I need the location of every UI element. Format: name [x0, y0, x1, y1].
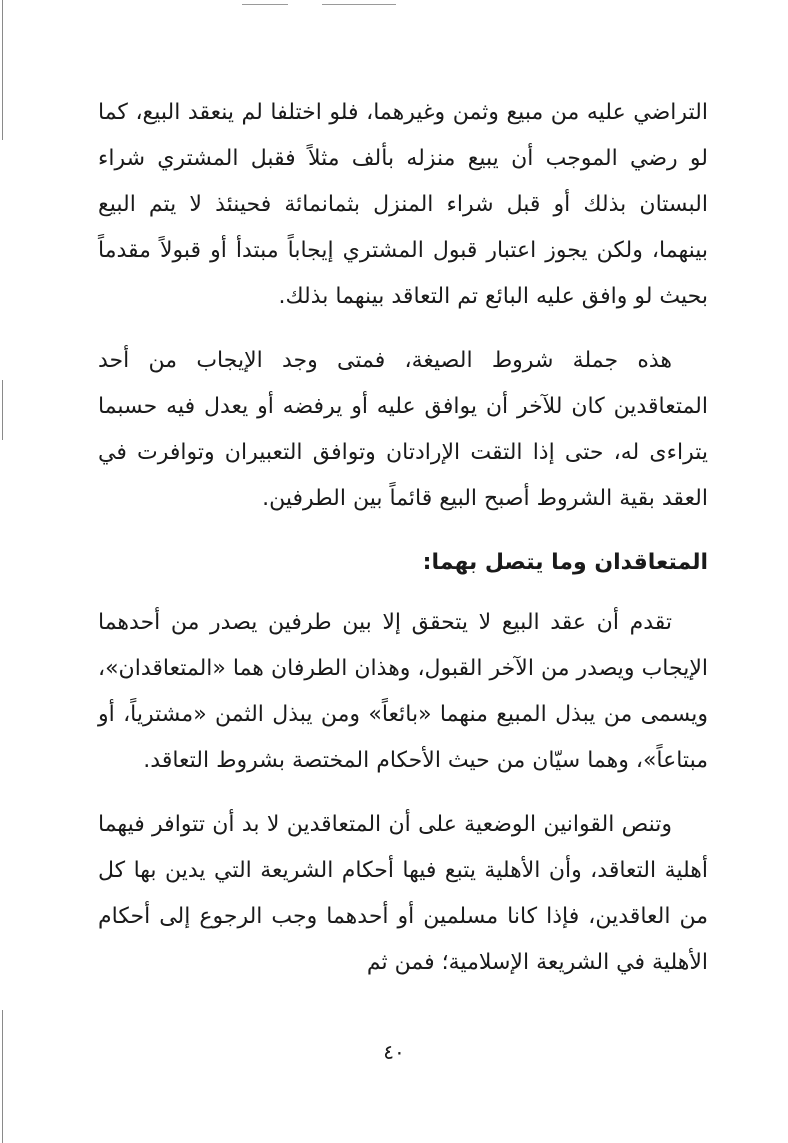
scan-top-rule	[322, 4, 396, 5]
paragraph-contracting-parties: تقدم أن عقد البيع لا يتحقق إلا بين طرفين يصدر من أحدهما الإيجاب ويصدر من الآخر القبول، وهذان الطرفان هما «المتعاقدان»، ويسمى من يبذل المبيع منهما «بائعاً» ومن يبذل الثمن «مشترياً، أو مبتاعاً»، وهما سيّان من حيث الأحكام المختصة بشروط التعاقد.	[98, 610, 708, 773]
page-number: ٤٠	[383, 1040, 405, 1064]
paragraph-continuation: التراضي عليه من مبيع وثمن وغيرهما، فلو اختلفا لم ينعقد البيع، كما لو رضي الموجب أن يبيع منزله بألف مثلاً فقبل المشتري شراء البستان بذلك أو قبل شراء المنزل بثمانمائة فحينئذ لا يتم البيع بينهما، ولكن يجوز اعتبار قبول المشتري إيجاباً مبتدأ أو قبولاً مقدماً بحيث لو وافق عليه البائع تم التعاقد بينهما بذلك.	[98, 100, 708, 309]
paragraph-positive-law: وتنص القوانين الوضعية على أن المتعاقدين لا بد أن تتوافر فيهما أهلية التعاقد، وأن الأهلية يتبع فيها أحكام الشريعة التي يدين بها كل من العاقدين، فإذا كانا مسلمين أو أحدهما وجب الرجوع إلى أحكام الأهلية في الشريعة الإسلامية؛ فمن ثم	[98, 812, 708, 975]
scan-spine-line	[2, 0, 3, 140]
page-body	[98, 90, 708, 986]
section-heading: المتعاقدان وما يتصل بهما:	[422, 550, 708, 575]
scan-top-rule	[242, 4, 288, 5]
scan-spine-line	[2, 1010, 3, 1143]
paragraph-conditions-summary: هذه جملة شروط الصيغة، فمتى وجد الإيجاب من أحد المتعاقدين كان للآخر أن يوافق عليه أو يرفضه أو يعدل فيه حسبما يتراءى له، حتى إذا التقت الإرادتان وتوافق التعبيران وتوافرت في العقد بقية الشروط أصبح البيع قائماً بين الطرفين.	[98, 348, 708, 511]
scan-spine-line	[2, 380, 3, 440]
